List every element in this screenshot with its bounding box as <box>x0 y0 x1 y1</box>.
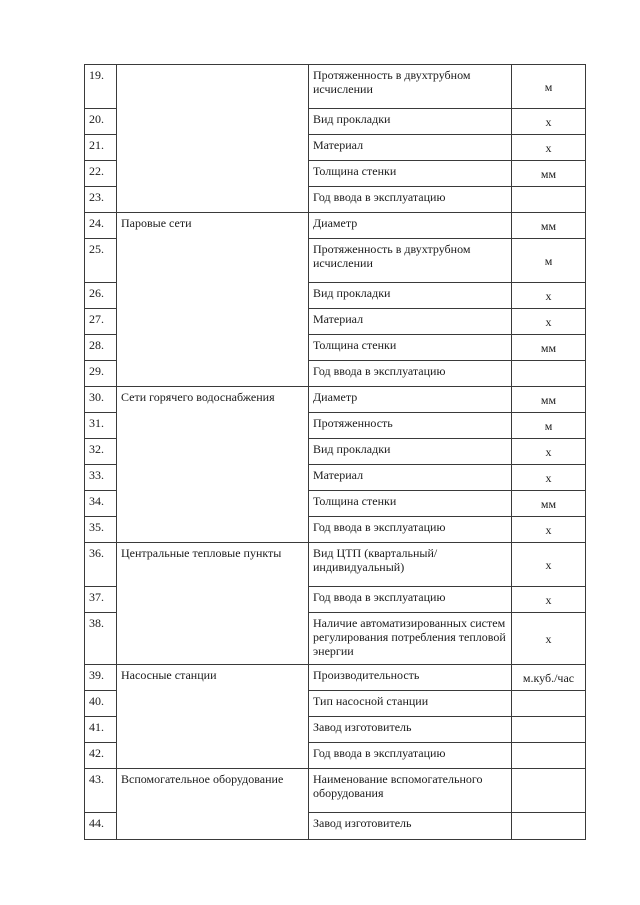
row-number: 31. <box>85 413 117 439</box>
row-number: 30. <box>85 387 117 413</box>
row-number: 29. <box>85 361 117 387</box>
table-row <box>85 65 586 109</box>
unit-cell <box>512 813 586 840</box>
table-row <box>85 213 586 239</box>
parameter-name: Наименование вспомогательного оборудования <box>309 769 512 813</box>
parameter-name: Год ввода в эксплуатацию <box>309 743 512 769</box>
unit-cell: х <box>512 613 586 665</box>
parameter-name: Тип насосной станции <box>309 691 512 717</box>
unit-cell: х <box>512 309 586 335</box>
unit-cell: мм <box>512 161 586 187</box>
parameter-name: Протяженность <box>309 413 512 439</box>
parameter-name: Вид прокладки <box>309 109 512 135</box>
unit-cell: х <box>512 283 586 309</box>
group-name: Вспомогательное оборудование <box>117 769 309 840</box>
unit-cell <box>512 361 586 387</box>
unit-cell: х <box>512 517 586 543</box>
row-number: 19. <box>85 65 117 109</box>
row-number: 20. <box>85 109 117 135</box>
parameter-name: Год ввода в эксплуатацию <box>309 587 512 613</box>
parameter-name: Год ввода в эксплуатацию <box>309 517 512 543</box>
parameter-name: Вид прокладки <box>309 283 512 309</box>
parameter-name: Вид ЦТП (квартальный/индивидуальный) <box>309 543 512 587</box>
row-number: 39. <box>85 665 117 691</box>
group-name: Центральные тепловые пункты <box>117 543 309 665</box>
table-row <box>85 387 586 413</box>
parameter-name: Диаметр <box>309 213 512 239</box>
table-row <box>85 543 586 587</box>
parameter-name: Наличие автоматизированных систем регулирования потребления тепловой энергии <box>309 613 512 665</box>
row-number: 35. <box>85 517 117 543</box>
parameter-name: Производительность <box>309 665 512 691</box>
table-body <box>85 65 586 840</box>
unit-cell: мм <box>512 491 586 517</box>
unit-cell: х <box>512 543 586 587</box>
row-number: 38. <box>85 613 117 665</box>
unit-cell <box>512 187 586 213</box>
row-number: 25. <box>85 239 117 283</box>
unit-cell: х <box>512 587 586 613</box>
unit-cell: х <box>512 465 586 491</box>
row-number: 36. <box>85 543 117 587</box>
table-row <box>85 769 586 813</box>
parameter-name: Протяженность в двухтрубном исчислении <box>309 65 512 109</box>
parameter-name: Материал <box>309 309 512 335</box>
unit-cell: х <box>512 109 586 135</box>
unit-cell <box>512 743 586 769</box>
table-row <box>85 665 586 691</box>
unit-cell: х <box>512 135 586 161</box>
row-number: 43. <box>85 769 117 813</box>
row-number: 41. <box>85 717 117 743</box>
parameter-name: Толщина стенки <box>309 335 512 361</box>
unit-cell <box>512 691 586 717</box>
row-number: 42. <box>85 743 117 769</box>
parameter-name: Вид прокладки <box>309 439 512 465</box>
parameter-name: Толщина стенки <box>309 491 512 517</box>
row-number: 44. <box>85 813 117 840</box>
parameter-name: Завод изготовитель <box>309 813 512 840</box>
parameter-name: Диаметр <box>309 387 512 413</box>
unit-cell: м.куб./час <box>512 665 586 691</box>
row-number: 28. <box>85 335 117 361</box>
unit-cell: м <box>512 239 586 283</box>
parameter-name: Завод изготовитель <box>309 717 512 743</box>
row-number: 33. <box>85 465 117 491</box>
parameter-name: Толщина стенки <box>309 161 512 187</box>
parameters-table <box>84 64 586 840</box>
unit-cell: мм <box>512 387 586 413</box>
row-number: 23. <box>85 187 117 213</box>
unit-cell: м <box>512 413 586 439</box>
row-number: 26. <box>85 283 117 309</box>
unit-cell <box>512 769 586 813</box>
row-number: 32. <box>85 439 117 465</box>
group-name: Насосные станции <box>117 665 309 769</box>
unit-cell: м <box>512 65 586 109</box>
unit-cell <box>512 717 586 743</box>
row-number: 27. <box>85 309 117 335</box>
row-number: 24. <box>85 213 117 239</box>
unit-cell: мм <box>512 213 586 239</box>
unit-cell: мм <box>512 335 586 361</box>
parameter-name: Год ввода в эксплуатацию <box>309 361 512 387</box>
row-number: 34. <box>85 491 117 517</box>
row-number: 21. <box>85 135 117 161</box>
parameter-name: Год ввода в эксплуатацию <box>309 187 512 213</box>
parameter-name: Материал <box>309 465 512 491</box>
group-name: Паровые сети <box>117 213 309 387</box>
parameter-name: Материал <box>309 135 512 161</box>
group-name <box>117 65 309 213</box>
unit-cell: х <box>512 439 586 465</box>
row-number: 22. <box>85 161 117 187</box>
parameter-name: Протяженность в двухтрубном исчислении <box>309 239 512 283</box>
row-number: 40. <box>85 691 117 717</box>
group-name: Сети горячего водоснабжения <box>117 387 309 543</box>
row-number: 37. <box>85 587 117 613</box>
